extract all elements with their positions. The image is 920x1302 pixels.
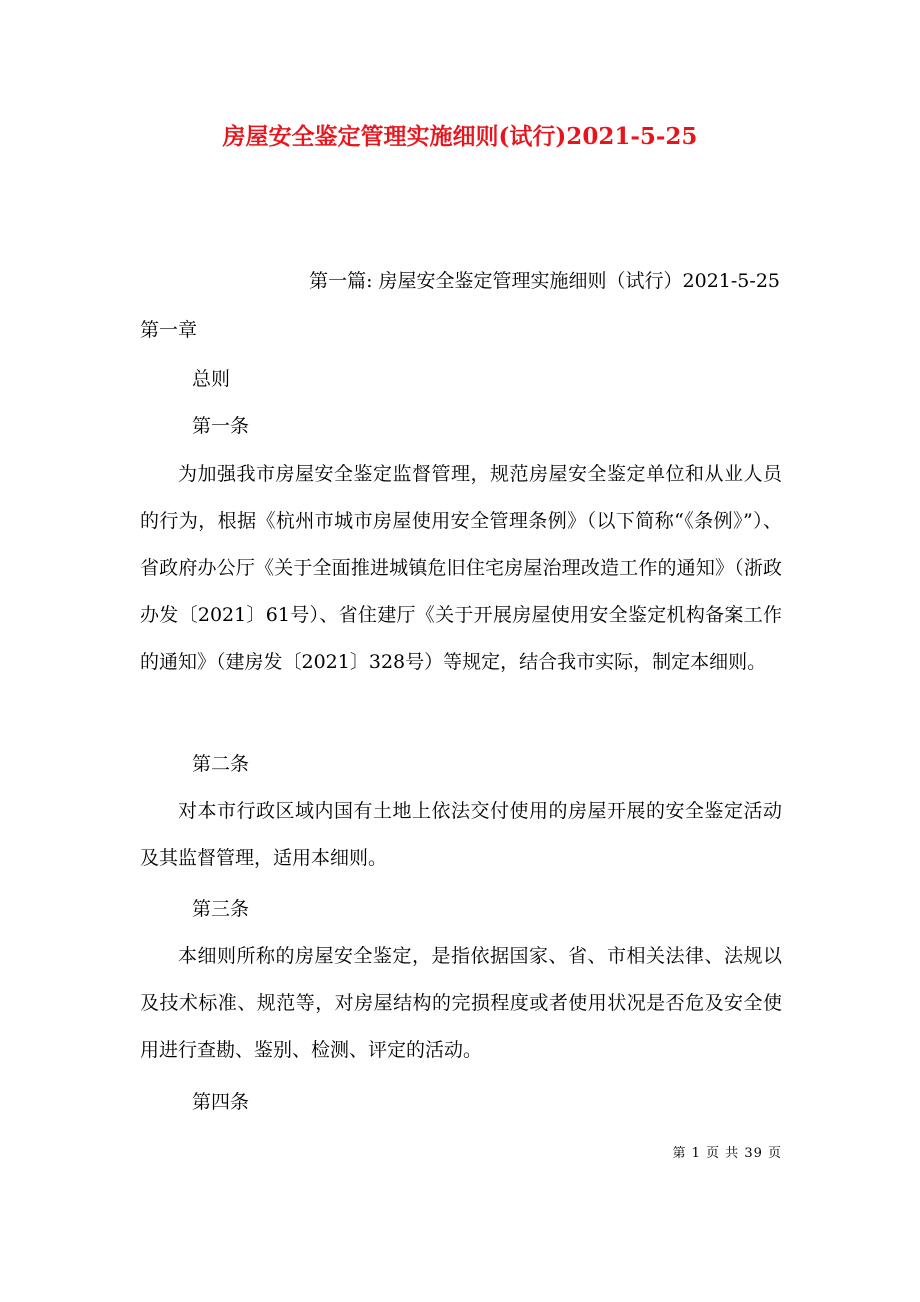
article-1-heading: 第一条: [192, 415, 250, 437]
document-title: 房屋安全鉴定管理实施细则(试行)2021-5-25: [222, 123, 698, 150]
article-2-body: 对本市行政区域内国有土地上依法交付使用的房屋开展的安全鉴定活动及其监督管理，适用本细则。: [140, 800, 782, 869]
chapter-heading: 第一章: [140, 319, 198, 341]
article-3-body: 本细则所称的房屋安全鉴定，是指依据国家、省、市相关法律、法规以及技术标准、规范等，对房屋结构的完损程度或者使用状况是否危及安全使用进行查勘、鉴别、检测、评定的活动。: [140, 945, 782, 1061]
article-2-heading: 第二条: [192, 753, 250, 775]
page-indicator: 第 1 页 共 39 页: [672, 1146, 782, 1161]
general-heading: 总则: [192, 368, 231, 390]
article-4-heading: 第四条: [192, 1091, 250, 1113]
article-1-body: 为加强我市房屋安全鉴定监督管理，规范房屋安全鉴定单位和从业人员的行为，根据《杭州市城市房屋使用安全管理条例》（以下简称“《条例》”）、省政府办公厅《关于全面推进城镇危旧住宅房屋治理改造工作的通知》（浙政办发〔2021〕61号）、省住建厅《关于开展房屋使用安全鉴定机构备案工作的通知》（建房发〔2021〕328号）等规定，结合我市实际，制定本细则。: [140, 463, 782, 673]
section-title: 第一篇: 房屋安全鉴定管理实施细则（试行）2021-5-25: [309, 270, 780, 292]
article-3-heading: 第三条: [192, 898, 250, 920]
